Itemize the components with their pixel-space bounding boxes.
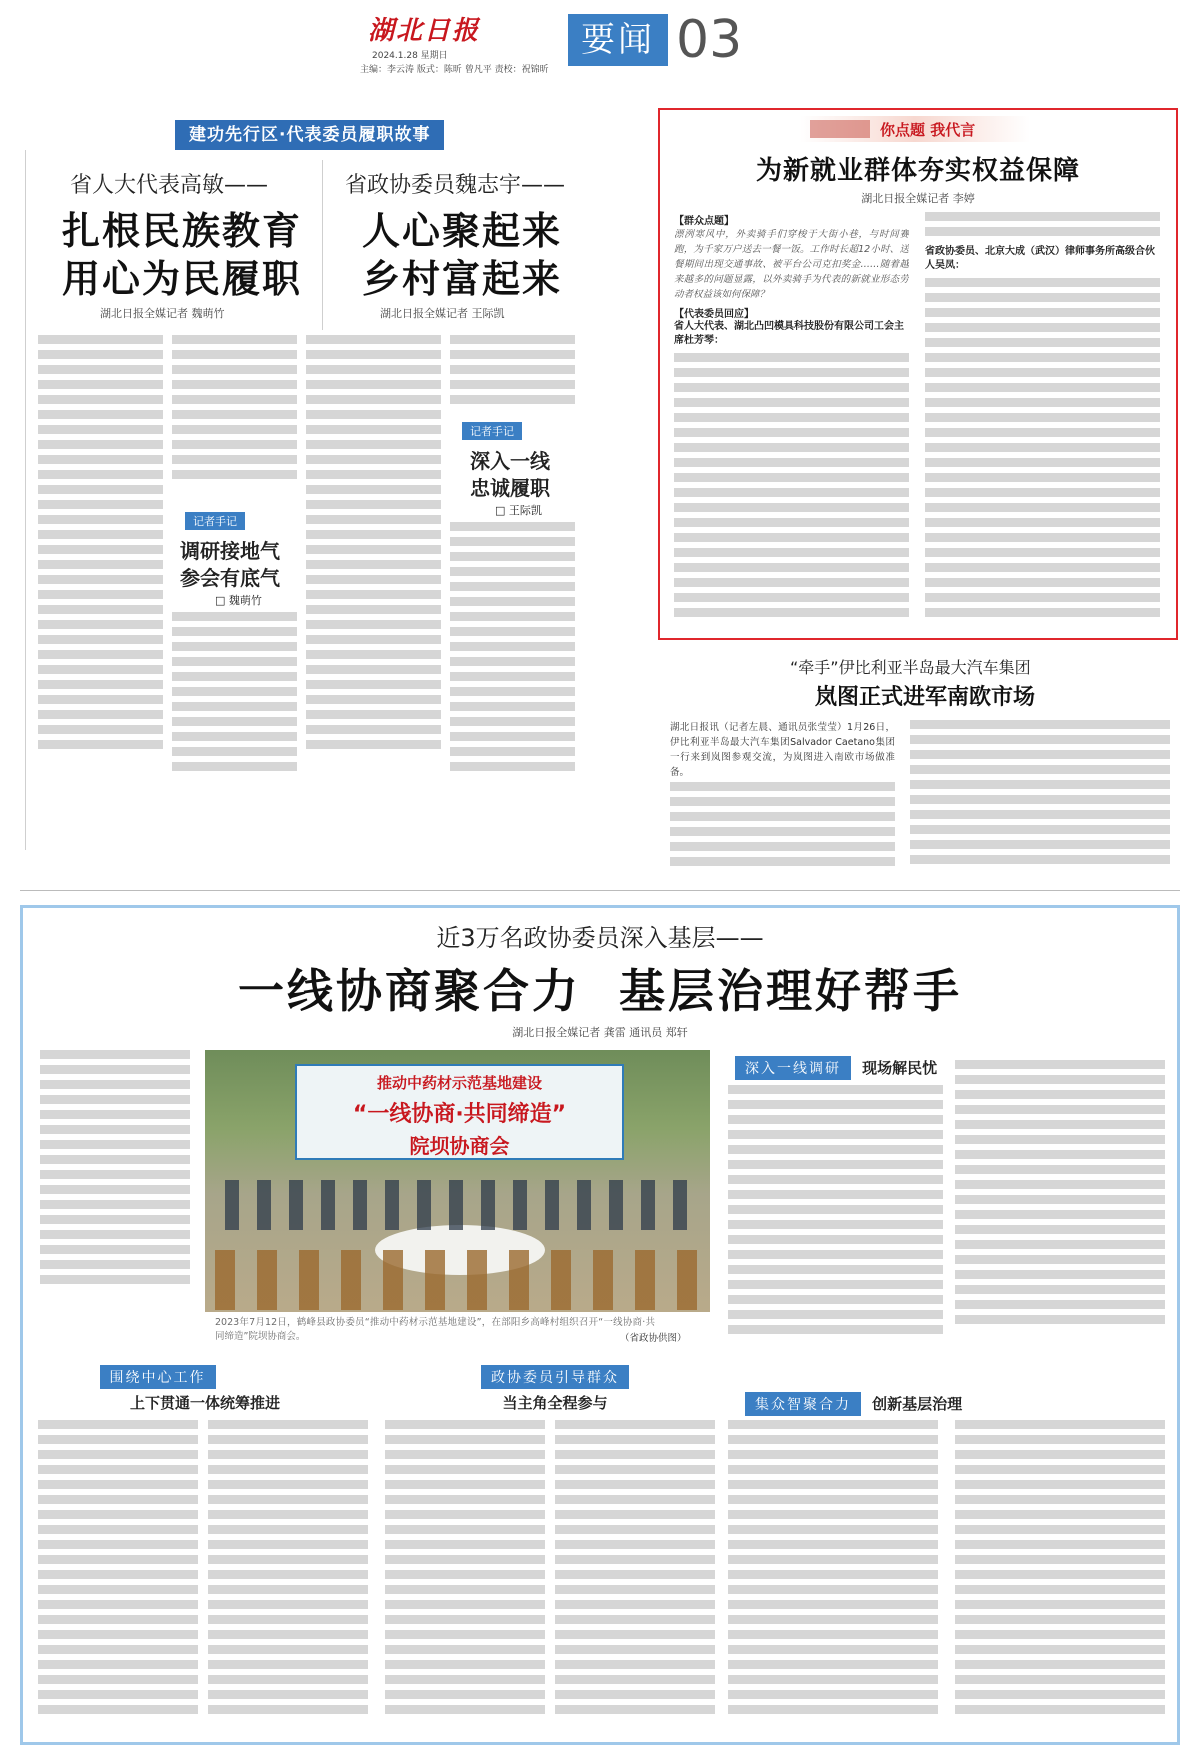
column-tag: 你点题 我代言 [880, 121, 976, 139]
auto-body-col1 [670, 782, 895, 877]
note1-author: 魏萌竹 [228, 594, 262, 607]
sub2-title: 上下贯通一体统筹推进 [129, 1394, 280, 1412]
question-head: 【群众点题】 [674, 216, 734, 227]
note2-body [450, 522, 575, 782]
left-column-frame [25, 150, 26, 850]
banner-line-3: 院坝协商会 [409, 1134, 510, 1158]
story-left-body-col1 [38, 335, 163, 780]
story-mid-kicker: 省政协委员魏志宇—— [345, 173, 566, 198]
lower-intro [40, 1050, 190, 1300]
auto-kicker: “牵手”伊比利亚半岛最大汽车集团 [790, 658, 1031, 677]
sub4-title: 创新基层治理 [872, 1395, 963, 1413]
sub3-body-col2 [555, 1420, 715, 1735]
story-left-byline: 湖北日报全媒记者 魏萌竹 [100, 307, 225, 320]
sub4-tag: 集众智聚合力 [745, 1392, 861, 1416]
photo-credit: （省政协供图） [620, 1333, 687, 1344]
section-divider [20, 890, 1180, 891]
story-mid-title-2: 乡村富起来 [362, 257, 563, 301]
issue-date: 2024.1.28 星期日 [372, 51, 448, 61]
sub1-body-col2 [955, 1060, 1165, 1350]
question-text: 漂洌寒风中，外卖骑手们穿梭于大街小巷，与时间赛跑，为千家万户送去一餐一饭。工作时长超12小时、送餐期间出现交通事故、被平台公司克扣奖金……随着越来越多的问题显露，以外卖骑手为代表的新就业形态劳动者权益该如何保障？ [674, 229, 909, 300]
note2-title-2: 忠诚履职 [470, 476, 550, 500]
story-divider [322, 160, 323, 330]
sub1-body-col1 [728, 1085, 943, 1350]
right-box-byline: 湖北日报全媒记者 李婷 [861, 192, 975, 205]
right-box [658, 108, 1178, 640]
note2-title-1: 深入一线 [470, 449, 550, 473]
masthead [0, 0, 1200, 90]
people-row [225, 1180, 690, 1230]
note1-title-1: 调研接地气 [180, 539, 280, 563]
column-tag-banner [800, 116, 1030, 142]
note2-author: 王际凯 [508, 504, 542, 517]
auto-lead: 湖北日报讯（记者左晨、通讯员张莹莹）1月26日，伊比利亚半岛最大汽车集团Salvador Caetano集团一行来到岚图参观交流，为岚图进入南欧市场做准备。 [670, 722, 895, 778]
note1-author-row [215, 592, 262, 608]
sub2-header [40, 1365, 275, 1389]
story-mid-body-col2 [450, 335, 575, 410]
rep1-name: 省人大代表、湖北凸凹模具科技股份有限公司工会主席杜芳琴： [674, 321, 904, 346]
story-mid-title-1: 人心聚起来 [362, 209, 563, 253]
sub3-title: 当主角全程参与 [502, 1394, 608, 1412]
story-left-kicker: 省人大代表高敏—— [70, 173, 269, 198]
sub2-body-col1 [38, 1420, 198, 1735]
banner-line-2: “一线协商·共同缔造” [352, 1102, 567, 1127]
note1-tag [185, 510, 245, 530]
story-mid-body-col1 [306, 335, 441, 780]
building-icon [810, 120, 870, 138]
paper-name: 湖北日报 [368, 16, 481, 46]
sub4-body-col1 [728, 1420, 938, 1735]
right-box-title: 为新就业群体夯实权益保障 [755, 156, 1080, 186]
sub4-body-col2 [955, 1420, 1165, 1735]
story-mid-byline: 湖北日报全媒记者 王际凯 [380, 307, 505, 320]
sub2-tag: 围绕中心工作 [100, 1365, 216, 1389]
banner-line-1: 推动中药材示范基地建设 [376, 1074, 542, 1092]
sub1-header [735, 1056, 937, 1080]
note1-body [172, 612, 297, 782]
note2-author-row [495, 502, 542, 518]
photo-banner [295, 1064, 624, 1160]
right-box-col1-body [674, 353, 909, 633]
note2-tag-label: 记者手记 [462, 422, 522, 440]
rep2-name: 省政协委员、北京大成（武汉）律师事务所高级合伙人吴凤： [925, 246, 1155, 271]
note1-tag-label: 记者手记 [185, 512, 245, 530]
pen-icon: □ [215, 594, 229, 607]
section-label: 要闻 [568, 14, 668, 66]
story-left-title-2: 用心为民履职 [62, 257, 303, 301]
top-band [25, 118, 640, 152]
answer-head: 【代表委员回应】 [674, 309, 754, 320]
photo-caption: 2023年7月12日，鹤峰县政协委员“推动中药材示范基地建设”，在部阳乡高峰村组织召开“一线协商·共同缔造”院坝协商会。 [215, 1317, 655, 1342]
story-left-title-1: 扎根民族教育 [62, 209, 303, 253]
band-label: 建功先行区·代表委员履职故事 [175, 120, 444, 150]
chairs-row [215, 1250, 700, 1310]
sub3-tag: 政协委员引导群众 [481, 1365, 629, 1389]
sub1-tag: 深入一线调研 [735, 1056, 851, 1080]
lower-byline: 湖北日报全媒记者 龚雷 通讯员 郑轩 [512, 1026, 688, 1039]
sub3-body-col1 [385, 1420, 545, 1735]
editor-credits: 主编：李云涛 版式：陈昕 曾凡平 责校：祝锦昕 [360, 65, 549, 75]
page-number: 03 [676, 10, 743, 70]
sub1-title: 现场解民忧 [862, 1059, 938, 1077]
note2-tag [462, 420, 522, 440]
story-left-body-col2 [172, 335, 297, 500]
sub2-body-col2 [208, 1420, 368, 1735]
auto-title: 岚图正式进军南欧市场 [815, 685, 1036, 710]
auto-body-col2 [910, 720, 1170, 877]
pen-icon: □ [495, 504, 509, 517]
lower-kicker: 近3万名政协委员深入基层—— [436, 924, 764, 952]
note1-title-2: 参会有底气 [180, 566, 280, 590]
right-box-col2-body [925, 278, 1160, 633]
sub4-header [745, 1392, 962, 1416]
sub3-header [390, 1365, 720, 1389]
right-box-col2-top [925, 212, 1160, 242]
lower-title: 一线协商聚合力 基层治理好帮手 [237, 964, 963, 1018]
meeting-photo [205, 1050, 710, 1312]
